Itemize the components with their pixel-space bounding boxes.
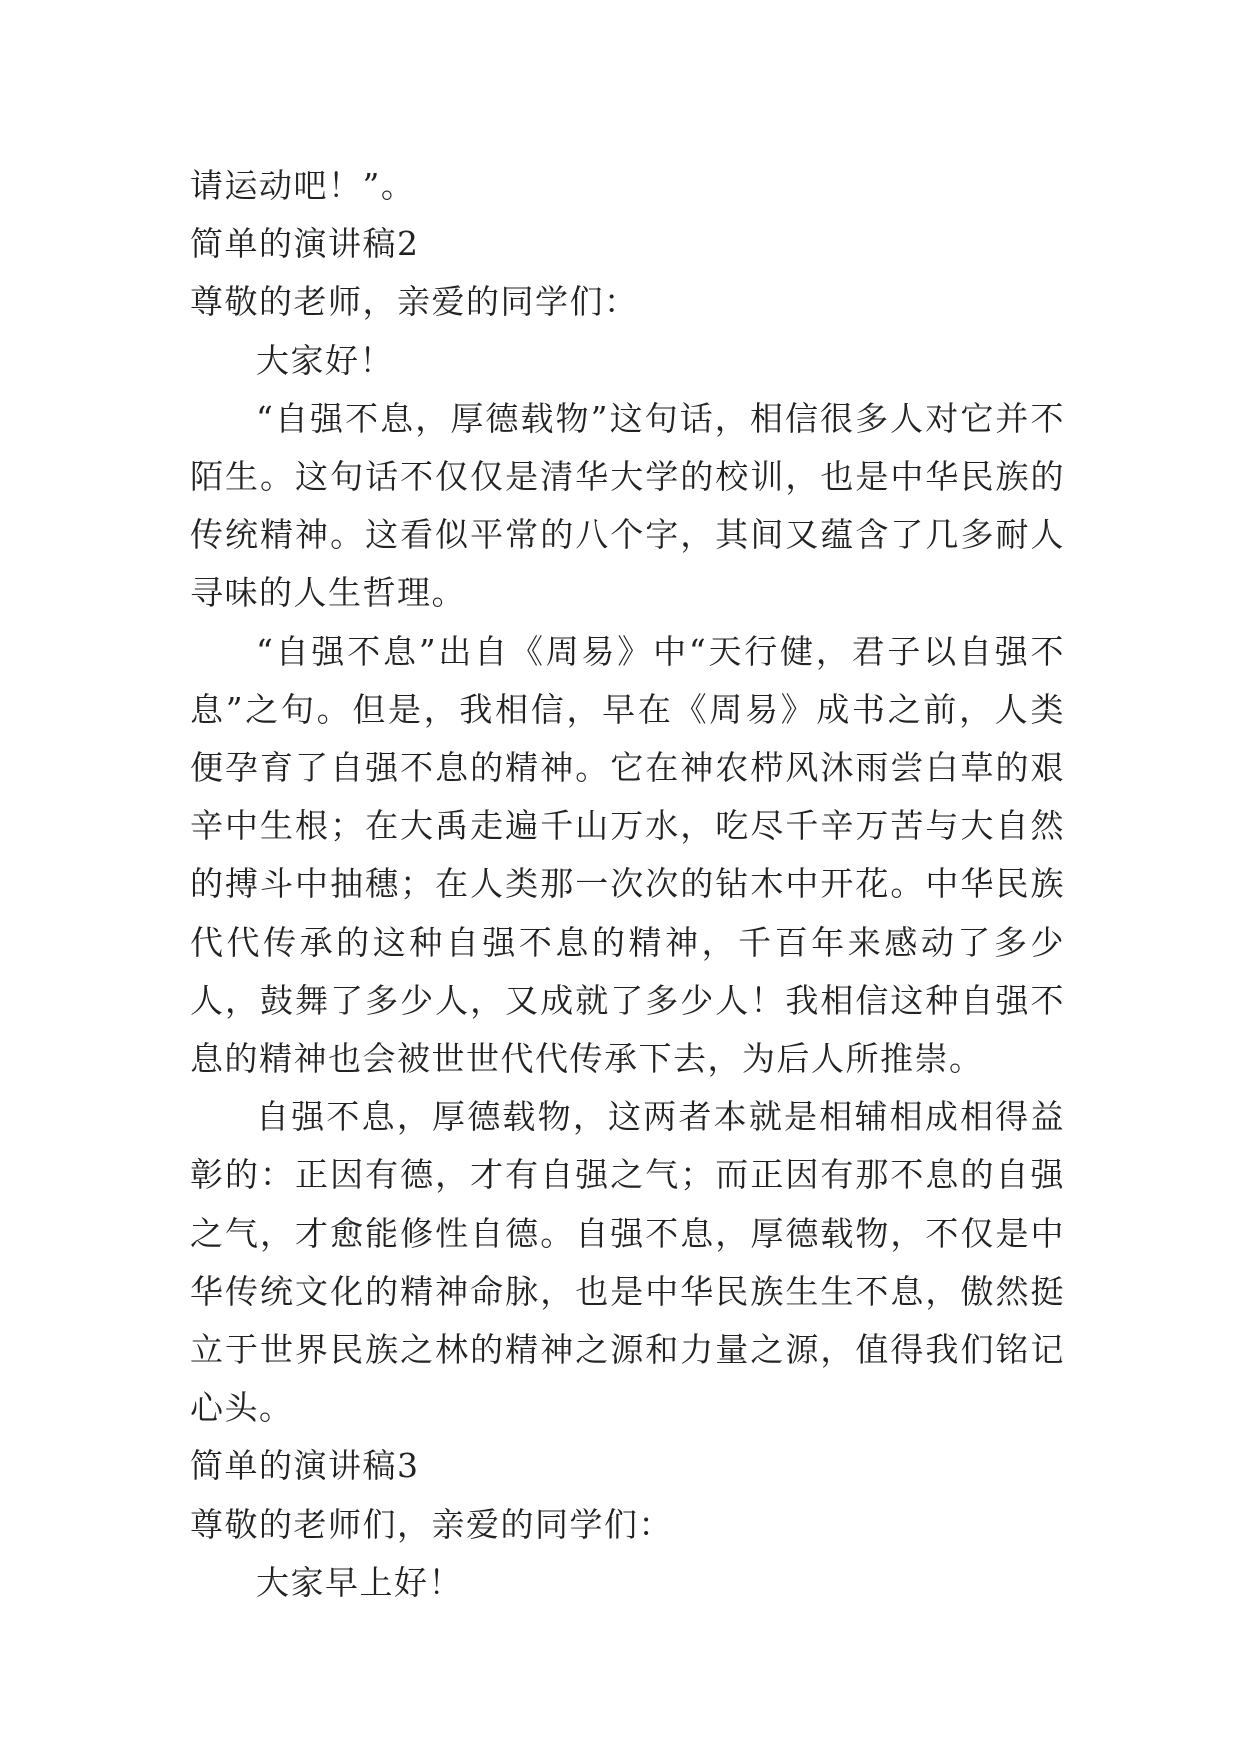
salutation: 尊敬的老师，亲爱的同学们： bbox=[190, 282, 639, 322]
greeting-paragraph: 大家早上好！ bbox=[256, 1562, 463, 1602]
greeting-paragraph: 大家好！ bbox=[256, 340, 394, 380]
section-heading: 简单的演讲稿2 bbox=[190, 224, 420, 264]
body-paragraph: “自强不息”出自《周易》中“天行健，君子以自强不息”之句。但是，我相信，早在《周易》成书之前，人类便孕育了自强不息的精神。它在神农栉风沐雨尝白草的艰辛中生根；在大禹走遍千山万水，吃尽千辛万苦与大自然的搏斗中抽穗；在人类那一次次的钻木中开花。中华民族代代传承的这种自强不息的精神，千百年来感动了多少人，鼓舞了多少人，又成就了多少人！我相信这种自强不息的精神也会被世世代代传承下去，为后人所推崇。 bbox=[190, 631, 1065, 1079]
body-paragraph: “自强不息，厚德载物”这句话，相信很多人对它并不陌生。这句话不仅仅是清华大学的校训，也是中华民族的传统精神。这看似平常的八个字，其间又蕴含了几多耐人寻味的人生哲理。 bbox=[190, 398, 1065, 613]
text-line: 请运动吧！”。 bbox=[190, 166, 416, 205]
body-paragraph: 自强不息，厚德载物，这两者本就是相辅相成相得益彰的：正因有德，才有自强之气；而正因有那不息的自强之气，才愈能修性自德。自强不息，厚德载物，不仅是中华传统文化的精神命脉，也是中华民族生生不息，傲然挺立于世界民族之林的精神之源和力量之源，值得我们铭记心头。 bbox=[190, 1097, 1065, 1428]
salutation: 尊敬的老师们，亲爱的同学们： bbox=[190, 1504, 673, 1544]
section-heading: 简单的演讲稿3 bbox=[190, 1446, 420, 1486]
document-body bbox=[190, 157, 1065, 1612]
